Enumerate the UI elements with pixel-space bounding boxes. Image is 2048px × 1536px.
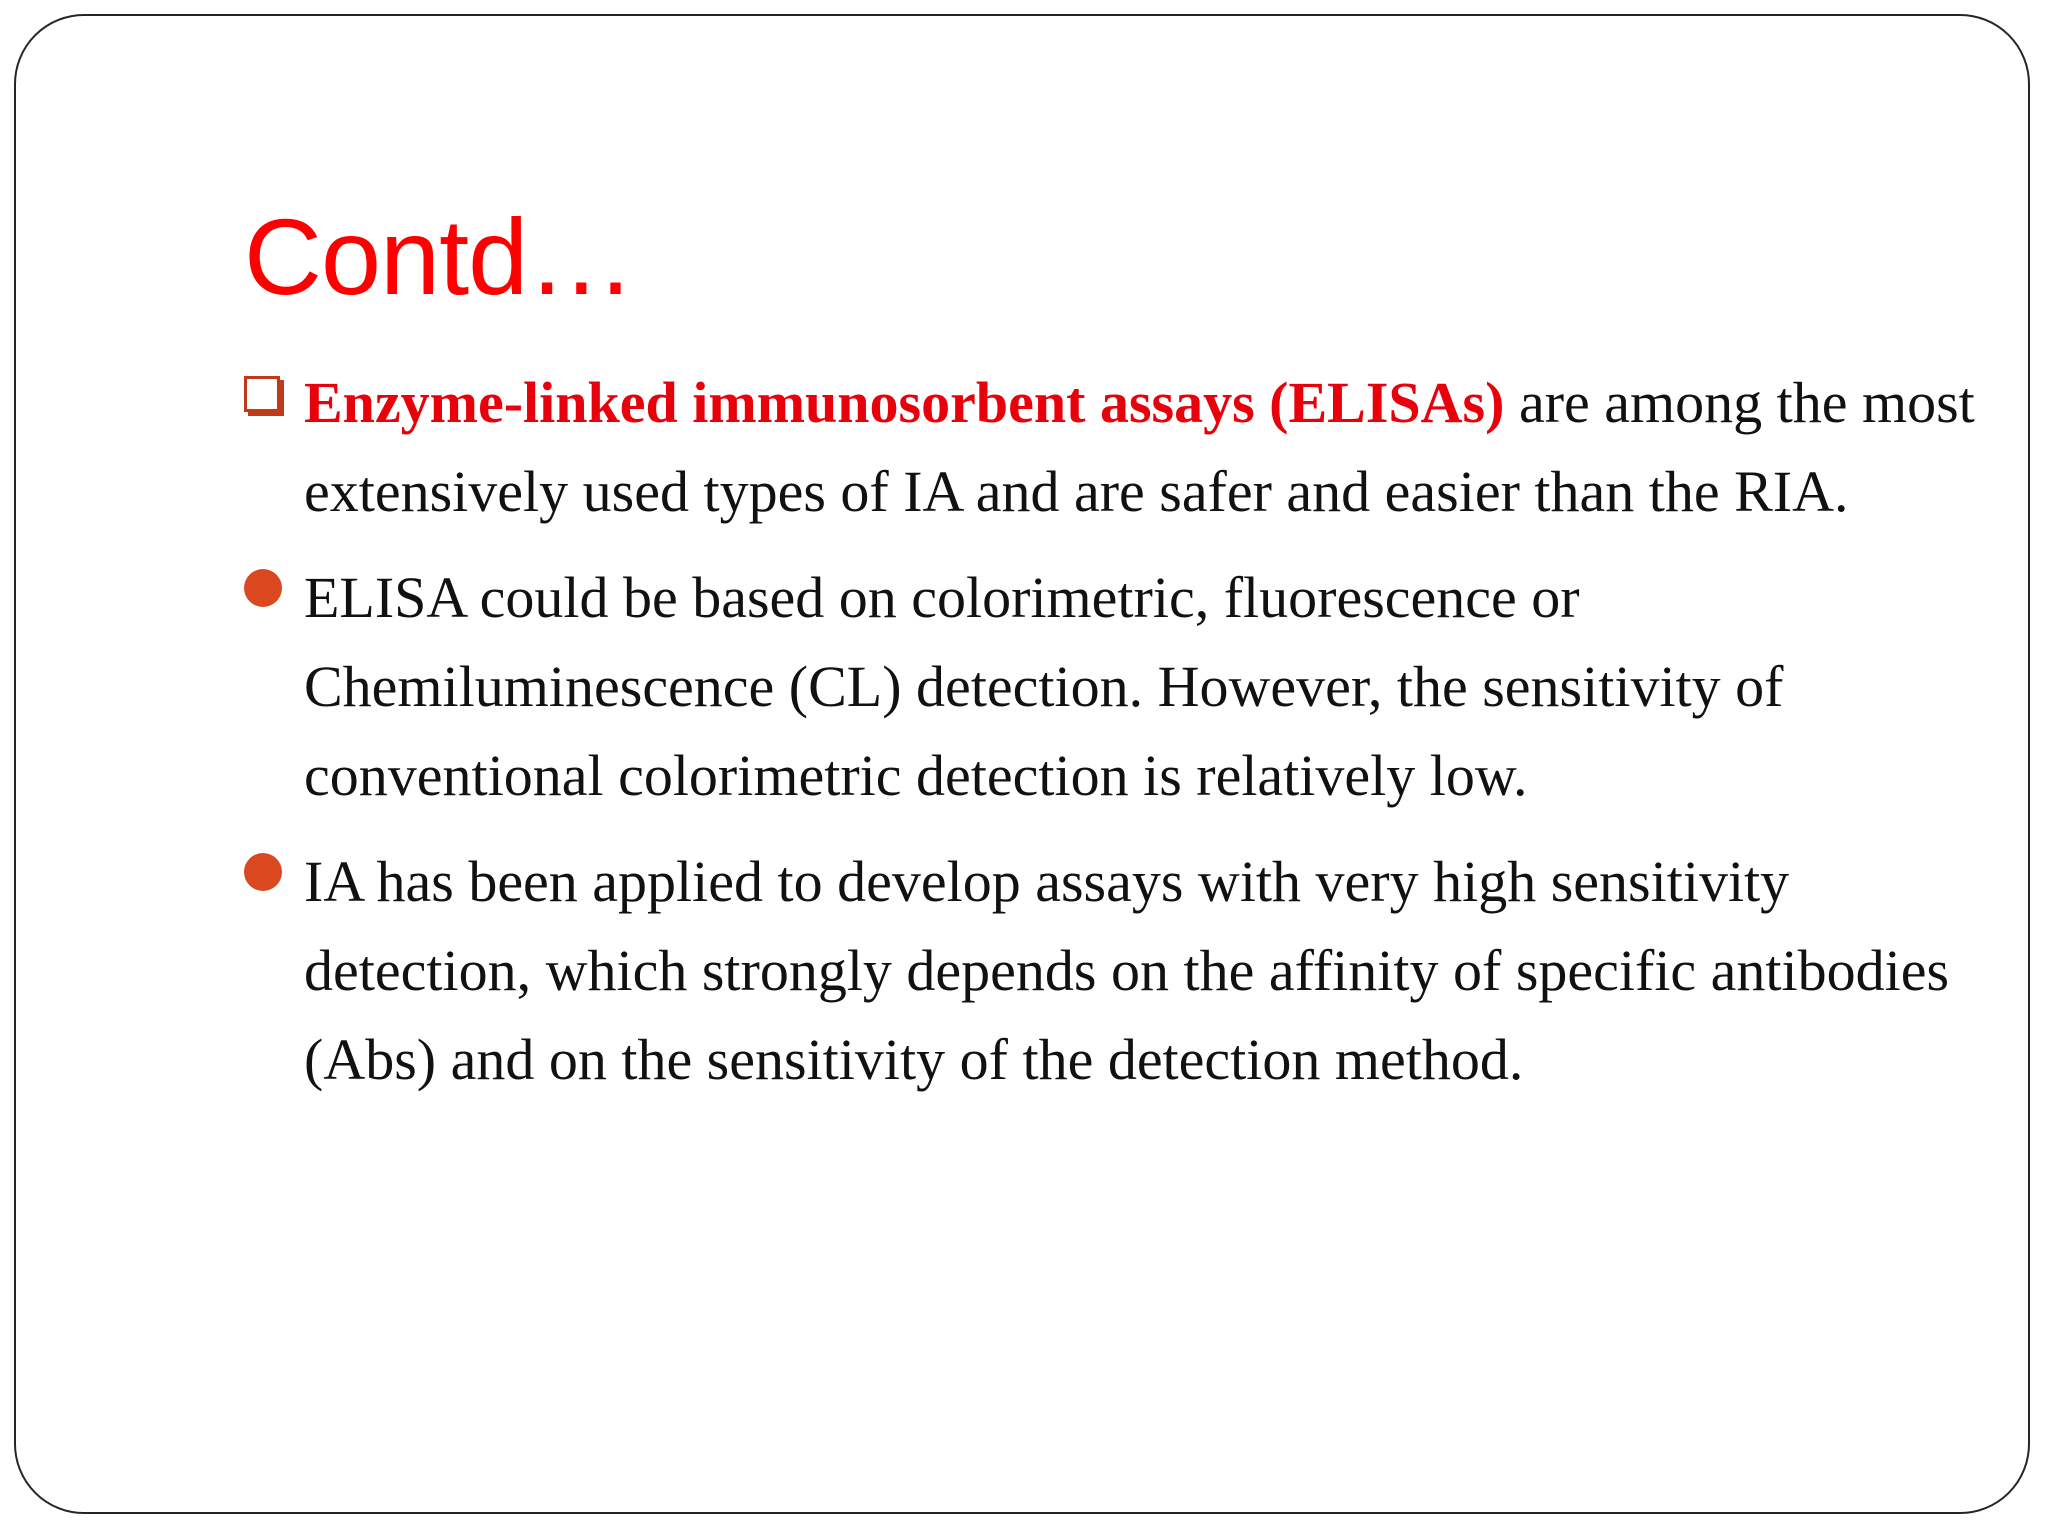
checkbox-square-icon (244, 376, 280, 412)
round-bullet-icon (244, 569, 282, 607)
slide (14, 14, 2030, 1514)
bullet-highlight: Enzyme-linked immunosorbent assays (ELISAs) (304, 370, 1505, 435)
bullet-text: ELISA could be based on colorimetric, fluorescence or Chemiluminescence (CL) detection. However, the sensitivity of conventional colorimetric detection is relatively low. (304, 565, 1784, 808)
bullet-item-elisa (244, 358, 2004, 536)
slide-title: Contd… (244, 196, 635, 317)
bullet-item-sensitivity (244, 837, 2004, 1104)
round-bullet-icon (244, 853, 282, 891)
bullet-item-detection (244, 553, 2004, 820)
bullet-text: are among the most extensively used types of IA and are safer and easier than the RIA. (304, 370, 1975, 524)
bullet-list (244, 358, 2004, 1121)
bullet-text: IA has been applied to develop assays with very high sensitivity detection, which strongly depends on the affinity of specific antibodies (Abs) and on the sensitivity of the detection method. (304, 849, 1950, 1092)
